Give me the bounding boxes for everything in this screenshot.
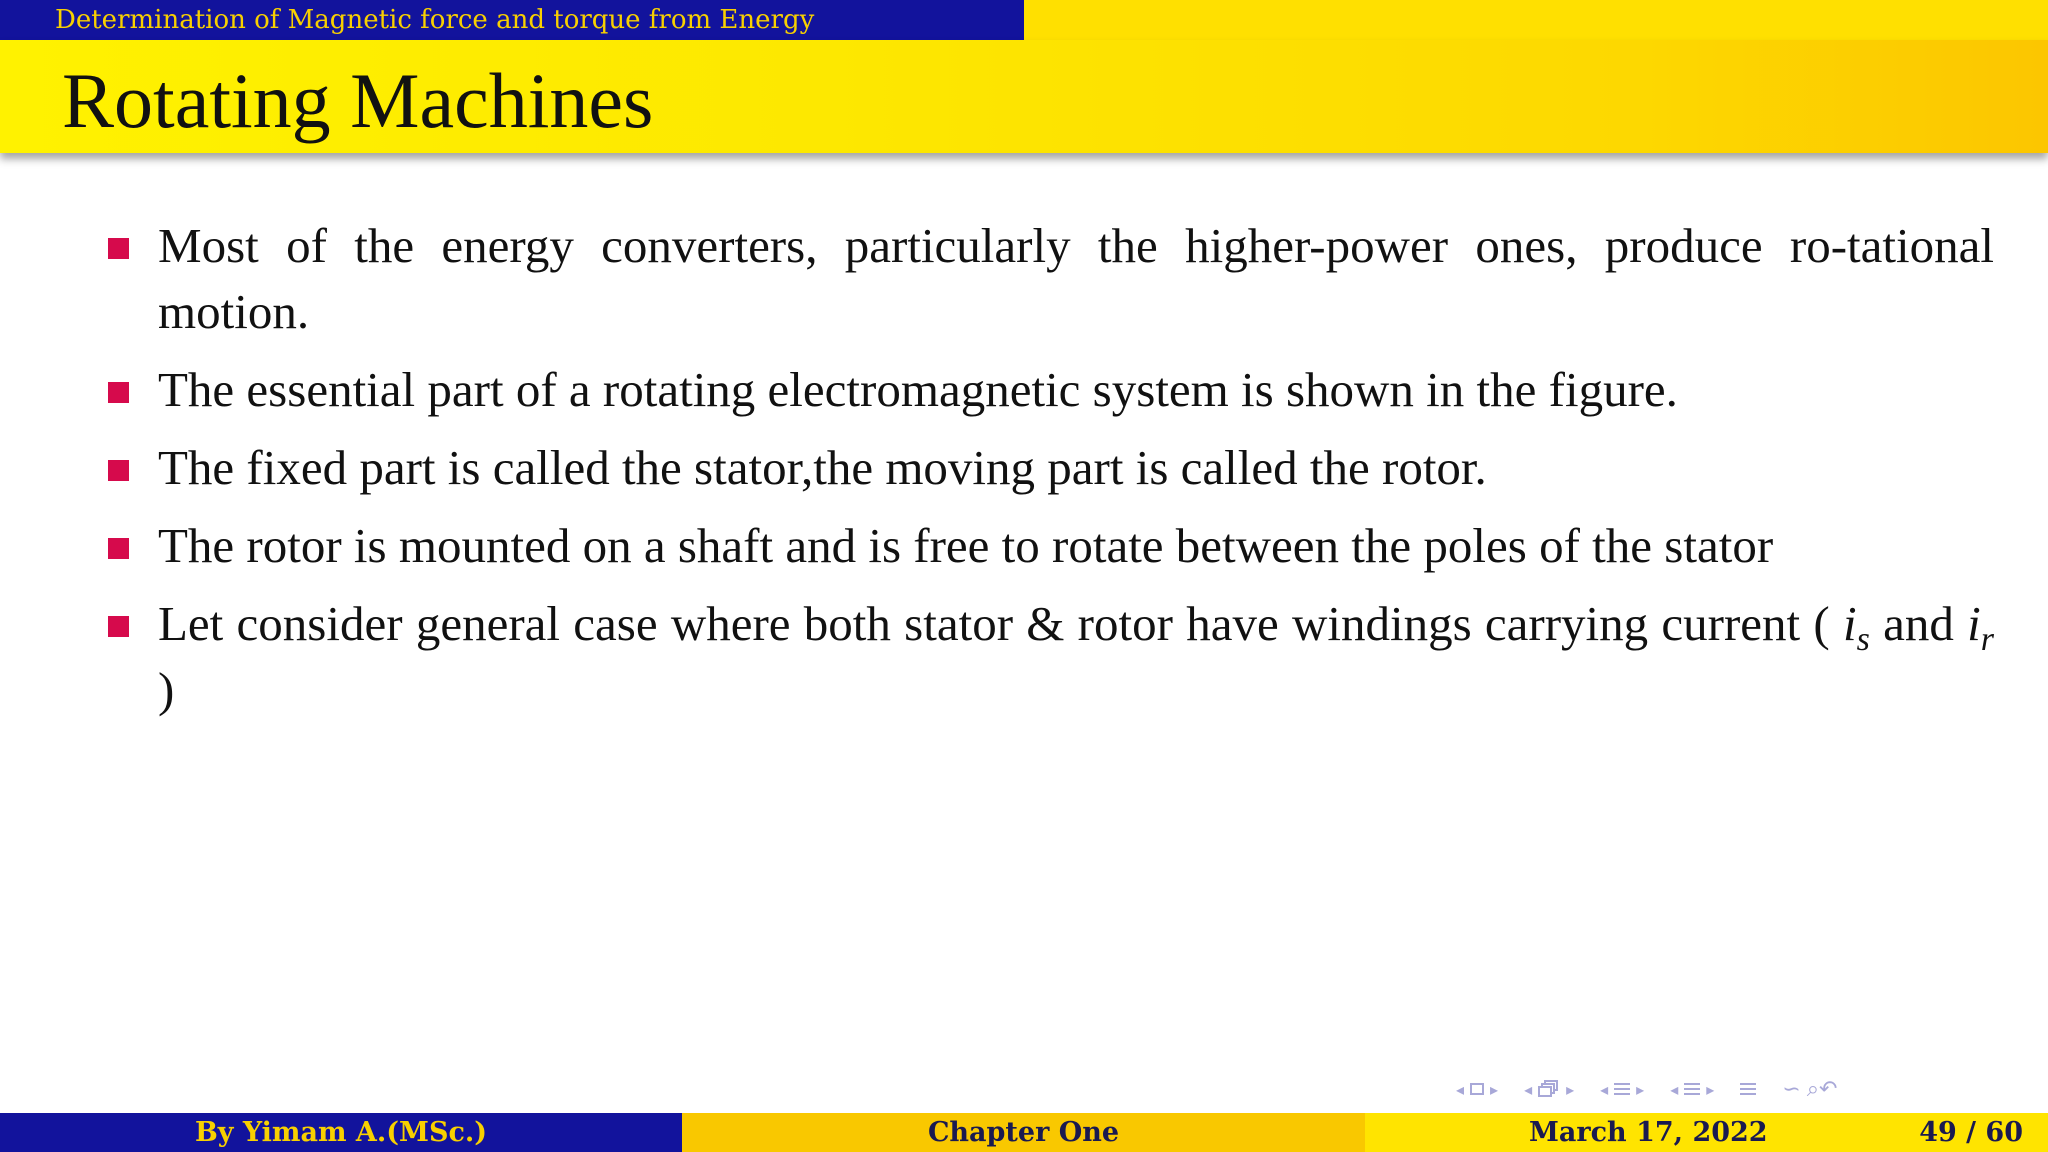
subsection-icon[interactable] bbox=[1684, 1083, 1700, 1095]
section-icon[interactable] bbox=[1614, 1083, 1630, 1095]
footer bbox=[0, 1113, 2048, 1152]
bullet-text-5: Let consider general case where both stator & rotor have windings carrying current ( bbox=[158, 596, 1844, 651]
prev-section-icon[interactable]: ◂ bbox=[1600, 1079, 1609, 1099]
next-frame-icon[interactable]: ▸ bbox=[1490, 1079, 1499, 1099]
bullet-text-1: Most of the energy converters, particularly the higher-power ones, produce ro-tational motion. bbox=[158, 218, 1994, 339]
bullet-text-4: The rotor is mounted on a shaft and is free to rotate between the poles of the stator bbox=[158, 518, 1774, 573]
bullet-item-3 bbox=[106, 435, 1994, 501]
frame-title: Rotating Machines bbox=[62, 57, 654, 144]
bullet-square-icon bbox=[108, 460, 129, 481]
slide-nav bbox=[1524, 1080, 1574, 1099]
page-number: 49 / 60 bbox=[1919, 1117, 2023, 1148]
section-nav bbox=[1600, 1080, 1644, 1099]
bullet-square-icon bbox=[108, 538, 129, 559]
bullet-text-3: The fixed part is called the stator,the moving part is called the rotor. bbox=[158, 440, 1487, 495]
next-section-icon[interactable]: ▸ bbox=[1636, 1079, 1645, 1099]
footer-date: March 17, 2022 bbox=[1529, 1117, 1768, 1148]
bullet-list bbox=[106, 213, 1994, 735]
bullet-item-4 bbox=[106, 513, 1994, 579]
search-icon[interactable]: ⌕↶ bbox=[1806, 1076, 1838, 1102]
outline-icon[interactable] bbox=[1740, 1083, 1756, 1095]
bullet-square-icon bbox=[108, 616, 129, 637]
loop-icon[interactable]: ∽ bbox=[1782, 1076, 1801, 1102]
bullet-item-1 bbox=[106, 213, 1994, 345]
prev-subsection-icon[interactable]: ◂ bbox=[1670, 1079, 1679, 1099]
bullet-square-icon bbox=[108, 238, 129, 259]
next-slide-icon[interactable]: ▸ bbox=[1566, 1079, 1575, 1099]
section-title: Determination of Magnetic force and torque from Energy bbox=[0, 0, 1024, 40]
bullet-item-2 bbox=[106, 357, 1994, 423]
title-bar bbox=[0, 40, 2048, 153]
frame-nav bbox=[1456, 1080, 1498, 1099]
bullet-square-icon bbox=[108, 382, 129, 403]
frame-icon[interactable] bbox=[1470, 1083, 1484, 1095]
rotor-current-var: i bbox=[1967, 596, 1981, 651]
frames-icon[interactable] bbox=[1538, 1080, 1560, 1098]
section-strip-right bbox=[1024, 0, 2048, 40]
next-subsection-icon[interactable]: ▸ bbox=[1706, 1079, 1715, 1099]
subsection-nav bbox=[1670, 1080, 1714, 1099]
bullet-text-5-end: ) bbox=[158, 662, 175, 717]
stator-current-subscript: s bbox=[1856, 621, 1870, 658]
bullet-text-2: The essential part of a rotating electromagnetic system is shown in the figure. bbox=[158, 362, 1678, 417]
bullet-item-5 bbox=[106, 591, 1994, 723]
bullet-text-5-middle: and bbox=[1869, 596, 1968, 651]
outline-nav bbox=[1740, 1083, 1756, 1095]
stator-current-var: i bbox=[1843, 596, 1857, 651]
footer-author: By Yimam A.(MSc.) bbox=[0, 1113, 682, 1152]
footer-right bbox=[1365, 1113, 2048, 1152]
prev-slide-icon[interactable]: ◂ bbox=[1524, 1079, 1533, 1099]
search-nav bbox=[1782, 1077, 1837, 1102]
footer-chapter: Chapter One bbox=[682, 1113, 1365, 1152]
prev-frame-icon[interactable]: ◂ bbox=[1456, 1079, 1465, 1099]
navigation-bar bbox=[1456, 1072, 1837, 1106]
rotor-current-subscript: r bbox=[1980, 621, 1995, 658]
